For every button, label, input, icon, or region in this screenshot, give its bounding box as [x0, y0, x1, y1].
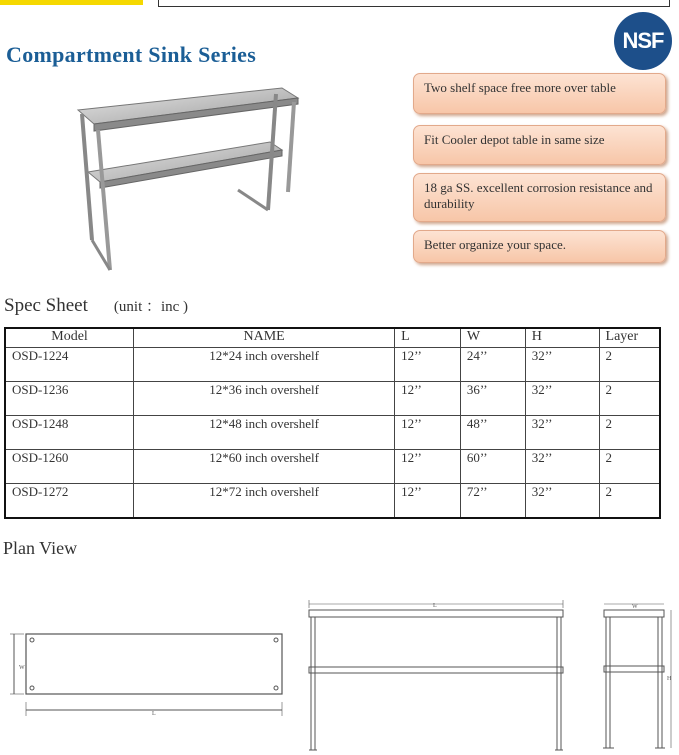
- cell-layer: 2: [599, 416, 660, 450]
- cell-model: OSD-1248: [5, 416, 134, 450]
- feature-text: 18 ga SS. excellent corrosion resistance and durability: [424, 180, 653, 211]
- plan-side-view: [598, 600, 678, 753]
- cell-model: OSD-1272: [5, 484, 134, 519]
- table-row: [5, 450, 660, 484]
- cell-w: 60’’: [460, 450, 525, 484]
- page-title: Compartment Sink Series: [6, 42, 257, 67]
- table-row: [5, 382, 660, 416]
- product-image: [70, 80, 310, 280]
- cell-h: 32’’: [525, 348, 599, 382]
- col-h: H: [525, 328, 599, 348]
- spec-sheet-heading: [4, 295, 188, 317]
- col-w: W: [460, 328, 525, 348]
- header-accent-bar: [0, 0, 143, 5]
- dim-label-width: W: [632, 604, 638, 610]
- spec-table: [4, 327, 661, 519]
- spec-title: Spec Sheet: [4, 295, 88, 316]
- dim-label-height: H: [667, 676, 672, 682]
- cell-w: 48’’: [460, 416, 525, 450]
- col-l: L: [395, 328, 461, 348]
- cell-model: OSD-1260: [5, 450, 134, 484]
- plan-view-heading: Plan View: [3, 538, 78, 558]
- table-row: [5, 348, 660, 382]
- cell-l: 12’’: [395, 382, 461, 416]
- plan-top-view: [8, 622, 298, 722]
- dim-label-length: L: [433, 603, 437, 609]
- cell-model: OSD-1224: [5, 348, 134, 382]
- cell-name: 12*24 inch overshelf: [134, 348, 395, 382]
- cell-name: 12*48 inch overshelf: [134, 416, 395, 450]
- nsf-logo: NSF: [614, 12, 672, 70]
- dim-label-length: L: [152, 711, 156, 717]
- cell-w: 24’’: [460, 348, 525, 382]
- header-frame: [158, 0, 670, 7]
- col-name: NAME: [134, 328, 395, 348]
- feature-text: Two shelf space free more over table: [424, 80, 616, 95]
- feature-box-3: [413, 173, 666, 222]
- cell-l: 12’’: [395, 416, 461, 450]
- feature-box-2: [413, 125, 666, 165]
- cell-h: 32’’: [525, 450, 599, 484]
- spec-unit: (unit ：inc ): [113, 299, 189, 315]
- cell-h: 32’’: [525, 416, 599, 450]
- feature-text: Better organize your space.: [424, 237, 566, 252]
- cell-w: 72’’: [460, 484, 525, 519]
- cell-layer: 2: [599, 484, 660, 519]
- cell-model: OSD-1236: [5, 382, 134, 416]
- table-row: [5, 416, 660, 450]
- feature-box-1: [413, 73, 666, 114]
- feature-box-4: [413, 230, 666, 263]
- table-row: [5, 484, 660, 519]
- col-layer: Layer: [599, 328, 660, 348]
- col-model: Model: [5, 328, 134, 348]
- cell-w: 36’’: [460, 382, 525, 416]
- cell-l: 12’’: [395, 348, 461, 382]
- plan-front-view: [303, 598, 568, 753]
- feature-text: Fit Cooler depot table in same size: [424, 132, 605, 147]
- table-header-row: [5, 328, 660, 348]
- cell-layer: 2: [599, 348, 660, 382]
- cell-l: 12’’: [395, 450, 461, 484]
- cell-layer: 2: [599, 382, 660, 416]
- cell-name: 12*60 inch overshelf: [134, 450, 395, 484]
- cell-name: 12*36 inch overshelf: [134, 382, 395, 416]
- dim-label-width: W: [19, 665, 25, 671]
- cell-l: 12’’: [395, 484, 461, 519]
- cell-h: 32’’: [525, 484, 599, 519]
- cell-layer: 2: [599, 450, 660, 484]
- cell-name: 12*72 inch overshelf: [134, 484, 395, 519]
- cell-h: 32’’: [525, 382, 599, 416]
